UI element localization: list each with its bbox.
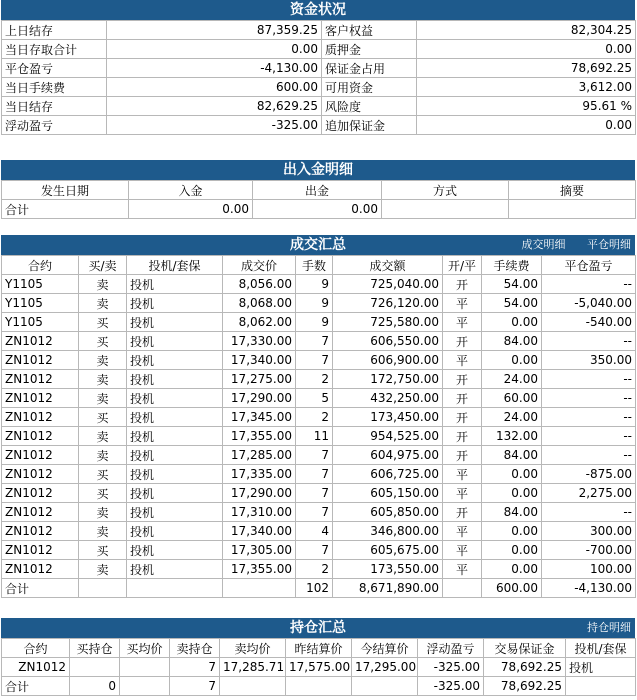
trade-cell: 平 xyxy=(443,484,482,503)
trade-cell: -- xyxy=(542,408,636,427)
deposit-total-out: 0.00 xyxy=(253,200,382,219)
trade-cell: 卖 xyxy=(79,370,127,389)
positions-total-row xyxy=(2,677,636,696)
trade-cell: 投机 xyxy=(127,446,223,465)
close-detail-link[interactable]: 平仓明细 xyxy=(587,238,631,251)
fund-value: 600.00 xyxy=(107,78,322,97)
trade-cell: 7 xyxy=(296,332,333,351)
trades-total-amount: 8,671,890.00 xyxy=(333,579,443,598)
trade-cell: -- xyxy=(542,332,636,351)
trade-cell: 17,305.00 xyxy=(223,541,296,560)
trade-cell: 954,525.00 xyxy=(333,427,443,446)
trade-cell: 开 xyxy=(443,275,482,294)
trades-column-header: 手数 xyxy=(296,256,333,275)
deposit-title: 出入金明细 xyxy=(1,160,635,180)
fund-value: 0.00 xyxy=(417,116,636,135)
trade-cell: 0.00 xyxy=(482,484,542,503)
trade-cell: 350.00 xyxy=(542,351,636,370)
trade-cell: 卖 xyxy=(79,389,127,408)
trades-column-header: 成交额 xyxy=(333,256,443,275)
trade-cell: 平 xyxy=(443,313,482,332)
trade-row xyxy=(2,370,636,389)
trade-cell: ZN1012 xyxy=(2,541,79,560)
trade-cell: 买 xyxy=(79,313,127,332)
positions-column-header: 合约 xyxy=(2,639,70,658)
trade-cell: ZN1012 xyxy=(2,370,79,389)
trade-cell: -- xyxy=(542,446,636,465)
fund-status-row xyxy=(2,116,636,135)
trade-cell: 300.00 xyxy=(542,522,636,541)
deposit-column-header: 发生日期 xyxy=(2,181,129,200)
trade-cell: -540.00 xyxy=(542,313,636,332)
fund-label: 平仓盈亏 xyxy=(2,59,107,78)
trade-row xyxy=(2,503,636,522)
trade-cell: -- xyxy=(542,503,636,522)
trade-cell: Y1105 xyxy=(2,275,79,294)
trade-cell: 17,290.00 xyxy=(223,389,296,408)
trade-cell: 7 xyxy=(296,503,333,522)
trade-cell: 卖 xyxy=(79,522,127,541)
trade-cell: 7 xyxy=(296,484,333,503)
trade-cell: 17,285.00 xyxy=(223,446,296,465)
trade-cell: 54.00 xyxy=(482,275,542,294)
trade-cell: 2,275.00 xyxy=(542,484,636,503)
trade-cell: 投机 xyxy=(127,294,223,313)
trades-title: 成交汇总 xyxy=(290,237,346,253)
trade-cell: 17,340.00 xyxy=(223,522,296,541)
fund-status-row xyxy=(2,97,636,116)
positions-table xyxy=(1,638,636,696)
trade-row xyxy=(2,465,636,484)
positions-column-header: 今结算价 xyxy=(352,639,418,658)
trade-cell: 7 xyxy=(296,446,333,465)
trades-title-bar xyxy=(1,235,635,255)
trade-cell: ZN1012 xyxy=(2,560,79,579)
trade-cell: 60.00 xyxy=(482,389,542,408)
fund-value: 87,359.25 xyxy=(107,21,322,40)
trade-cell: 725,040.00 xyxy=(333,275,443,294)
trade-cell: 100.00 xyxy=(542,560,636,579)
trade-cell: -- xyxy=(542,370,636,389)
trade-cell: 开 xyxy=(443,503,482,522)
fund-value: -4,130.00 xyxy=(107,59,322,78)
trade-cell: 0.00 xyxy=(482,351,542,370)
fund-status-section xyxy=(1,0,635,135)
trade-cell: 卖 xyxy=(79,427,127,446)
trades-total-fee: 600.00 xyxy=(482,579,542,598)
position-cell: 投机 xyxy=(566,658,636,677)
trade-cell: 5 xyxy=(296,389,333,408)
trade-cell: 开 xyxy=(443,408,482,427)
trade-cell: ZN1012 xyxy=(2,465,79,484)
trades-table xyxy=(1,255,636,598)
trade-cell: 买 xyxy=(79,484,127,503)
trade-cell: ZN1012 xyxy=(2,484,79,503)
position-cell xyxy=(70,658,120,677)
trade-cell: 7 xyxy=(296,351,333,370)
trades-column-header: 成交价 xyxy=(223,256,296,275)
trade-cell: 17,275.00 xyxy=(223,370,296,389)
deposit-header-row xyxy=(2,181,636,200)
trade-cell: 平 xyxy=(443,560,482,579)
positions-column-header: 昨结算价 xyxy=(286,639,352,658)
trades-column-header: 平仓盈亏 xyxy=(542,256,636,275)
deposit-total-label: 合计 xyxy=(2,200,129,219)
trade-cell: 8,056.00 xyxy=(223,275,296,294)
trade-cell: 17,340.00 xyxy=(223,351,296,370)
trades-total-qty: 102 xyxy=(296,579,333,598)
trade-row xyxy=(2,275,636,294)
position-cell: 17,295.00 xyxy=(352,658,418,677)
trade-cell: 606,550.00 xyxy=(333,332,443,351)
trade-cell: 开 xyxy=(443,370,482,389)
trade-cell: 2 xyxy=(296,370,333,389)
trade-cell: 132.00 xyxy=(482,427,542,446)
trade-cell: 7 xyxy=(296,465,333,484)
trade-cell: 投机 xyxy=(127,465,223,484)
trade-cell: 买 xyxy=(79,408,127,427)
trades-section xyxy=(1,235,635,598)
trade-cell: 买 xyxy=(79,332,127,351)
trade-cell: 9 xyxy=(296,275,333,294)
trade-cell: 平 xyxy=(443,522,482,541)
trade-cell: -875.00 xyxy=(542,465,636,484)
trade-row xyxy=(2,522,636,541)
trade-cell: 17,330.00 xyxy=(223,332,296,351)
trade-cell: 卖 xyxy=(79,275,127,294)
position-detail-link[interactable]: 持仓明细 xyxy=(587,621,631,634)
trade-row xyxy=(2,294,636,313)
trade-cell: 平 xyxy=(443,541,482,560)
fund-value: 82,304.25 xyxy=(417,21,636,40)
fund-value: 82,629.25 xyxy=(107,97,322,116)
trade-cell: Y1105 xyxy=(2,313,79,332)
trade-cell: ZN1012 xyxy=(2,351,79,370)
deposit-column-header: 方式 xyxy=(382,181,509,200)
deposit-column-header: 出金 xyxy=(253,181,382,200)
positions-total-label: 合计 xyxy=(2,677,70,696)
fund-label: 可用资金 xyxy=(322,78,417,97)
trade-row xyxy=(2,313,636,332)
trade-cell: 432,250.00 xyxy=(333,389,443,408)
positions-column-header: 买均价 xyxy=(120,639,170,658)
position-cell: 78,692.25 xyxy=(484,658,566,677)
trade-cell: 0.00 xyxy=(482,541,542,560)
trade-cell: 平 xyxy=(443,294,482,313)
trade-cell: -5,040.00 xyxy=(542,294,636,313)
trade-cell: 开 xyxy=(443,389,482,408)
deposit-total-in: 0.00 xyxy=(129,200,253,219)
trades-column-header: 合约 xyxy=(2,256,79,275)
positions-column-header: 买持仓 xyxy=(70,639,120,658)
trade-row xyxy=(2,389,636,408)
positions-total-buy: 0 xyxy=(70,677,120,696)
trade-cell: 投机 xyxy=(127,541,223,560)
trade-cell: -- xyxy=(542,275,636,294)
trade-cell: 0.00 xyxy=(482,465,542,484)
trade-cell: 9 xyxy=(296,294,333,313)
trade-cell: 卖 xyxy=(79,560,127,579)
deposit-section xyxy=(1,160,635,219)
trade-cell: 606,900.00 xyxy=(333,351,443,370)
positions-column-header: 浮动盈亏 xyxy=(418,639,484,658)
trades-column-header: 手续费 xyxy=(482,256,542,275)
trade-cell: ZN1012 xyxy=(2,427,79,446)
trade-cell: -- xyxy=(542,389,636,408)
trade-cell: 605,850.00 xyxy=(333,503,443,522)
deposit-total-method xyxy=(382,200,509,219)
trade-cell: 4 xyxy=(296,522,333,541)
trade-cell: 投机 xyxy=(127,427,223,446)
trade-row xyxy=(2,408,636,427)
trade-cell: 投机 xyxy=(127,389,223,408)
trade-cell: 84.00 xyxy=(482,446,542,465)
trade-cell: 84.00 xyxy=(482,503,542,522)
positions-total-float: -325.00 xyxy=(418,677,484,696)
fund-value: 3,612.00 xyxy=(417,78,636,97)
trade-cell: 17,355.00 xyxy=(223,427,296,446)
fund-status-row xyxy=(2,78,636,97)
trade-cell: 投机 xyxy=(127,503,223,522)
trade-cell: 605,150.00 xyxy=(333,484,443,503)
trades-total-label: 合计 xyxy=(2,579,79,598)
trade-cell: 卖 xyxy=(79,294,127,313)
positions-column-header: 卖持仓 xyxy=(170,639,220,658)
positions-header-row xyxy=(2,639,636,658)
trade-cell: 卖 xyxy=(79,351,127,370)
positions-column-header: 投机/套保 xyxy=(566,639,636,658)
trades-column-header: 开/平 xyxy=(443,256,482,275)
trade-cell: 8,068.00 xyxy=(223,294,296,313)
trade-cell: 0.00 xyxy=(482,522,542,541)
trade-cell: 84.00 xyxy=(482,332,542,351)
trade-row xyxy=(2,351,636,370)
position-cell: ZN1012 xyxy=(2,658,70,677)
trade-cell: 24.00 xyxy=(482,408,542,427)
trade-row xyxy=(2,427,636,446)
fund-label: 保证金占用 xyxy=(322,59,417,78)
trade-cell: ZN1012 xyxy=(2,446,79,465)
fund-value: 0.00 xyxy=(107,40,322,59)
position-cell: -325.00 xyxy=(418,658,484,677)
position-row xyxy=(2,658,636,677)
trades-column-header: 买/卖 xyxy=(79,256,127,275)
positions-column-header: 卖均价 xyxy=(220,639,286,658)
trades-total-pnl: -4,130.00 xyxy=(542,579,636,598)
trade-cell: 726,120.00 xyxy=(333,294,443,313)
fund-label: 浮动盈亏 xyxy=(2,116,107,135)
position-cell: 17,285.71 xyxy=(220,658,286,677)
trade-cell: ZN1012 xyxy=(2,522,79,541)
trade-row xyxy=(2,446,636,465)
trade-cell: 606,725.00 xyxy=(333,465,443,484)
fund-value: 0.00 xyxy=(417,40,636,59)
trade-cell: 投机 xyxy=(127,275,223,294)
trade-cell: ZN1012 xyxy=(2,389,79,408)
trade-cell: 投机 xyxy=(127,351,223,370)
trades-header-row xyxy=(2,256,636,275)
trade-cell: 开 xyxy=(443,332,482,351)
position-cell: 17,575.00 xyxy=(286,658,352,677)
positions-total-sell: 7 xyxy=(170,677,220,696)
trade-cell: 0.00 xyxy=(482,313,542,332)
deposit-total-summary xyxy=(509,200,636,219)
fund-value: -325.00 xyxy=(107,116,322,135)
trade-cell: 11 xyxy=(296,427,333,446)
trade-cell: 投机 xyxy=(127,484,223,503)
trade-cell: 投机 xyxy=(127,560,223,579)
fund-label: 上日结存 xyxy=(2,21,107,40)
fund-label: 当日手续费 xyxy=(2,78,107,97)
trade-cell: ZN1012 xyxy=(2,332,79,351)
trade-cell: 卖 xyxy=(79,446,127,465)
trade-row xyxy=(2,560,636,579)
trade-cell: 买 xyxy=(79,541,127,560)
fund-status-row xyxy=(2,40,636,59)
trade-cell: 9 xyxy=(296,313,333,332)
trade-cell: 54.00 xyxy=(482,294,542,313)
trade-cell: 346,800.00 xyxy=(333,522,443,541)
fund-status-table xyxy=(1,20,636,135)
trade-cell: 投机 xyxy=(127,408,223,427)
trade-cell: 投机 xyxy=(127,370,223,389)
trade-cell: -700.00 xyxy=(542,541,636,560)
trade-cell: 17,345.00 xyxy=(223,408,296,427)
fund-value: 78,692.25 xyxy=(417,59,636,78)
deposit-column-header: 摘要 xyxy=(509,181,636,200)
fund-label: 追加保证金 xyxy=(322,116,417,135)
trade-cell: -- xyxy=(542,427,636,446)
trade-cell: 0.00 xyxy=(482,560,542,579)
fund-value: 95.61 % xyxy=(417,97,636,116)
trade-cell: 605,675.00 xyxy=(333,541,443,560)
trade-cell: 买 xyxy=(79,465,127,484)
trade-cell: 604,975.00 xyxy=(333,446,443,465)
deposit-total-row xyxy=(2,200,636,219)
trade-cell: 172,750.00 xyxy=(333,370,443,389)
trade-row xyxy=(2,541,636,560)
trade-cell: 2 xyxy=(296,560,333,579)
positions-column-header: 交易保证金 xyxy=(484,639,566,658)
trade-cell: 725,580.00 xyxy=(333,313,443,332)
fund-status-title: 资金状况 xyxy=(1,0,635,20)
trades-total-row xyxy=(2,579,636,598)
trade-detail-link[interactable]: 成交明细 xyxy=(521,238,566,251)
positions-section xyxy=(1,618,635,696)
trade-row xyxy=(2,332,636,351)
trade-cell: 17,290.00 xyxy=(223,484,296,503)
trade-cell: ZN1012 xyxy=(2,503,79,522)
trade-cell: Y1105 xyxy=(2,294,79,313)
trade-cell: 投机 xyxy=(127,313,223,332)
trade-cell: 173,550.00 xyxy=(333,560,443,579)
positions-total-margin: 78,692.25 xyxy=(484,677,566,696)
trade-cell: 开 xyxy=(443,427,482,446)
positions-title: 持仓汇总 xyxy=(290,620,346,636)
trade-cell: 卖 xyxy=(79,503,127,522)
trade-cell: 平 xyxy=(443,465,482,484)
trade-cell: 8,062.00 xyxy=(223,313,296,332)
trade-cell: 17,335.00 xyxy=(223,465,296,484)
trade-cell: 平 xyxy=(443,351,482,370)
fund-label: 当日存取合计 xyxy=(2,40,107,59)
trade-cell: 17,355.00 xyxy=(223,560,296,579)
trade-cell: 17,310.00 xyxy=(223,503,296,522)
fund-status-row xyxy=(2,21,636,40)
trades-column-header: 投机/套保 xyxy=(127,256,223,275)
trade-cell: 投机 xyxy=(127,522,223,541)
trade-cell: 7 xyxy=(296,541,333,560)
position-cell xyxy=(120,658,170,677)
trade-cell: 投机 xyxy=(127,332,223,351)
fund-label: 当日结存 xyxy=(2,97,107,116)
deposit-table xyxy=(1,180,636,219)
fund-label: 客户权益 xyxy=(322,21,417,40)
fund-label: 风险度 xyxy=(322,97,417,116)
positions-title-bar xyxy=(1,618,635,638)
fund-status-row xyxy=(2,59,636,78)
deposit-column-header: 入金 xyxy=(129,181,253,200)
position-cell: 7 xyxy=(170,658,220,677)
trade-cell: 173,450.00 xyxy=(333,408,443,427)
trade-cell: 开 xyxy=(443,446,482,465)
trade-cell: 2 xyxy=(296,408,333,427)
trade-cell: ZN1012 xyxy=(2,408,79,427)
trade-row xyxy=(2,484,636,503)
trade-cell: 24.00 xyxy=(482,370,542,389)
fund-label: 质押金 xyxy=(322,40,417,59)
